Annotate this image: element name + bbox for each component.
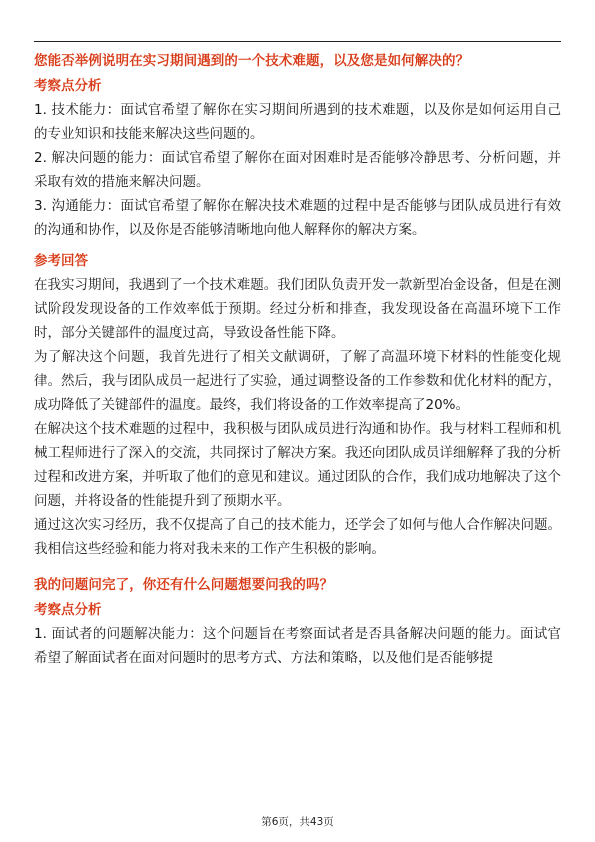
q1-analysis-point-3: 3. 沟通能力：面试官希望了解你在解决技术难题的过程中是否能够与团队成员进行有效的沟通和协作，以及你是否能够清晰地向他人解释你的解决方案。 bbox=[34, 198, 561, 238]
page-number: 第6页，共43页 bbox=[261, 816, 334, 828]
question-2: 我的问题问完了，你还有什么问题想要问我的吗？ bbox=[34, 577, 334, 593]
q1-answer-paragraph-3: 在解决这个技术难题的过程中，我积极与团队成员进行沟通和协作。我与材料工程师和机械工程师进行了深入的交流，共同探讨了解决方案。我还向团队成员详细解释了我的分析过程和改进方案，并听取了他们的意见和建议。通过团队的合作，我们成功地解决了这个问题，并将设备的性能提升到了预期水平。 bbox=[34, 421, 561, 509]
q1-analysis-point-2: 2. 解决问题的能力：面试官希望了解你在面对困难时是否能够冷静思考、分析问题，并采取有效的措施来解决问题。 bbox=[34, 150, 561, 190]
q2-analysis-point-1: 1. 面试者的问题解决能力：这个问题旨在考察面试者是否具备解决问题的能力。面试官希望了解面试者在面对问题时的思考方式、方法和策略，以及他们是否能够提 bbox=[34, 626, 561, 666]
page-content bbox=[34, 50, 561, 670]
q1-answer-paragraph-4: 通过这次实习经历，我不仅提高了自己的技术能力，还学会了如何与他人合作解决问题。我相信这些经验和能力将对我未来的工作产生积极的影响。 bbox=[34, 517, 561, 557]
q2-analysis-heading: 考察点分析 bbox=[34, 602, 102, 618]
q1-analysis-point-1: 1. 技术能力：面试官希望了解你在实习期间所遇到的技术难题，以及你是如何运用自己的专业知识和技能来解决这些问题的。 bbox=[34, 102, 561, 142]
header-rule bbox=[34, 41, 561, 42]
q1-analysis-heading: 考察点分析 bbox=[34, 78, 102, 94]
q1-answer-paragraph-2: 为了解决这个问题，我首先进行了相关文献调研，了解了高温环境下材料的性能变化规律。然后，我与团队成员一起进行了实验，通过调整设备的工作参数和优化材料的配方，成功降低了关键部件的温度。最终，我们将设备的工作效率提高了20%。 bbox=[34, 349, 561, 413]
q1-answer-heading: 参考回答 bbox=[34, 253, 88, 269]
q1-answer-paragraph-1: 在我实习期间，我遇到了一个技术难题。我们团队负责开发一款新型冶金设备，但是在测试阶段发现设备的工作效率低于预期。经过分析和排查，我发现设备在高温环境下工作时，部分关键部件的温度过高，导致设备性能下降。 bbox=[34, 277, 561, 341]
question-1: 您能否举例说明在实习期间遇到的一个技术难题，以及您是如何解决的？ bbox=[34, 53, 470, 69]
